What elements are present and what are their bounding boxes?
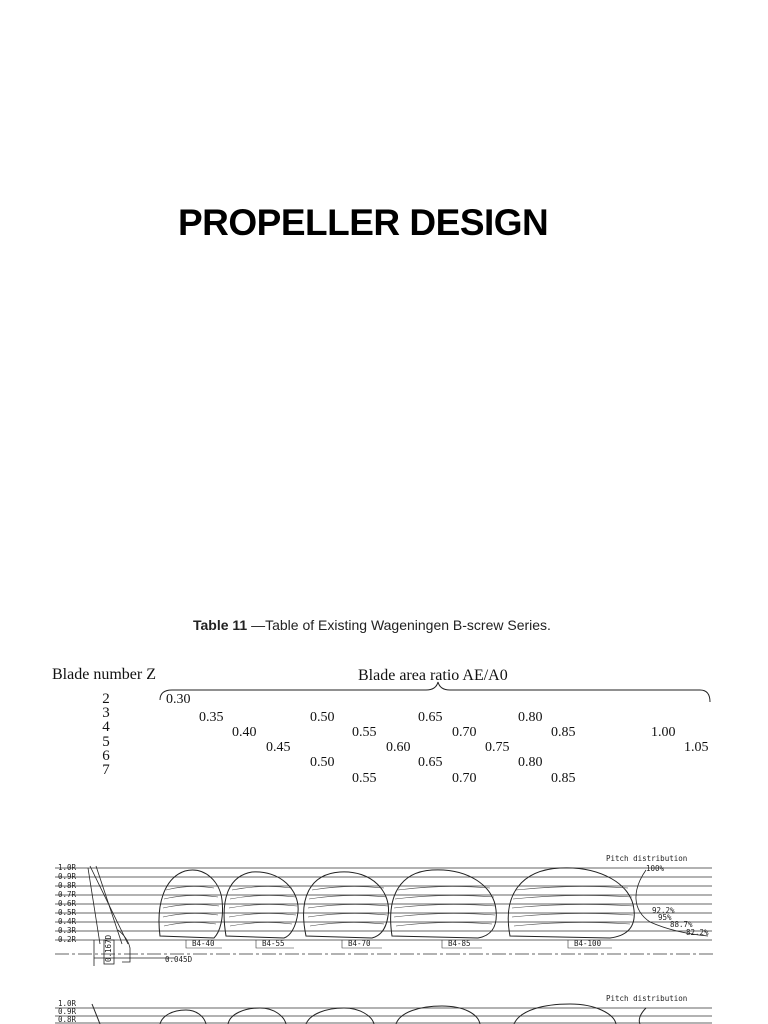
radius-label: 0.3R bbox=[58, 926, 77, 935]
area-ratio-value: 0.30 bbox=[166, 692, 191, 707]
area-ratio-value: 0.80 bbox=[518, 710, 543, 725]
radius-label: 0.6R bbox=[58, 899, 77, 908]
blade-label: B4-85 bbox=[448, 939, 471, 948]
blade-number-header: Blade number Z bbox=[52, 666, 156, 683]
area-ratio-value: 0.65 bbox=[418, 755, 443, 770]
z-value: 4 bbox=[102, 719, 110, 736]
pitch-distribution-label: Pitch distribution bbox=[606, 854, 688, 863]
pitch-value: 95% bbox=[658, 913, 672, 922]
area-ratio-value: 0.75 bbox=[485, 740, 510, 755]
z-value: 3 bbox=[102, 705, 110, 722]
pitch-value: 82.2% bbox=[686, 928, 709, 937]
area-ratio-value: 0.45 bbox=[266, 740, 291, 755]
radius-label: 0.2R bbox=[58, 935, 77, 944]
z-value: 2 bbox=[102, 691, 110, 707]
table-caption-label: Table 11 bbox=[193, 617, 248, 633]
pitch-value: 88.7% bbox=[670, 920, 693, 929]
radius-label: 0.7R bbox=[58, 890, 77, 899]
hub-offset-label: 0.045D bbox=[165, 955, 193, 964]
z-value: 7 bbox=[102, 762, 110, 779]
blade-label: B4-40 bbox=[192, 939, 215, 948]
area-ratio-value: 0.70 bbox=[452, 771, 477, 786]
area-ratio-value: 1.05 bbox=[684, 740, 709, 755]
area-ratio-value: 0.35 bbox=[199, 710, 224, 725]
blade-outline-drawing-bottom bbox=[55, 994, 712, 1024]
area-ratio-value: 0.65 bbox=[418, 710, 443, 725]
blade-sections bbox=[163, 886, 634, 926]
area-ratio-value: 0.50 bbox=[310, 755, 335, 770]
radius-label: 1.0R bbox=[58, 863, 77, 872]
hub-diameter-label: 0.167D bbox=[104, 934, 113, 962]
blade-area-ratio-header: Blade area ratio AE/A0 bbox=[358, 667, 508, 684]
area-ratio-value: 0.55 bbox=[352, 725, 377, 740]
radius-label: 0.9R bbox=[58, 1007, 77, 1016]
z-value: 5 bbox=[102, 733, 110, 750]
z-value: 6 bbox=[102, 747, 110, 764]
blade-label: B4-100 bbox=[574, 939, 602, 948]
blade-label: B4-55 bbox=[262, 939, 285, 948]
radius-label: 0.4R bbox=[58, 917, 77, 926]
radius-label: 0.9R bbox=[58, 872, 77, 881]
radius-label: 0.8R bbox=[58, 1015, 77, 1024]
area-ratio-value: 0.85 bbox=[551, 771, 576, 786]
area-ratio-value: 0.70 bbox=[452, 725, 477, 740]
table-caption-text: —Table of Existing Wageningen B-screw Series. bbox=[247, 617, 551, 633]
area-ratio-value: 0.40 bbox=[232, 725, 257, 740]
area-ratio-value: 1.00 bbox=[651, 725, 676, 740]
blade-label: B4-70 bbox=[348, 939, 371, 948]
radius-label: 0.5R bbox=[58, 908, 77, 917]
area-ratio-value: 0.80 bbox=[518, 755, 543, 770]
radius-label: 0.8R bbox=[58, 881, 77, 890]
page-title: PROPELLER DESIGN bbox=[178, 202, 549, 243]
blade-outline-b4-100 bbox=[508, 868, 634, 938]
area-ratio-value: 0.60 bbox=[386, 740, 411, 755]
area-ratio-brace bbox=[160, 682, 710, 702]
radius-label: 1.0R bbox=[58, 999, 77, 1008]
blade-side-profile bbox=[88, 866, 175, 966]
area-ratio-value: 0.85 bbox=[551, 725, 576, 740]
pitch-value: 100% bbox=[646, 864, 665, 873]
pitch-value: 92.2% bbox=[652, 906, 675, 915]
blade-outline-drawing bbox=[55, 854, 715, 966]
pitch-distribution-label: Pitch distribution bbox=[606, 994, 688, 1003]
area-ratio-value: 0.50 bbox=[310, 710, 335, 725]
area-ratio-value: 0.55 bbox=[352, 771, 377, 786]
